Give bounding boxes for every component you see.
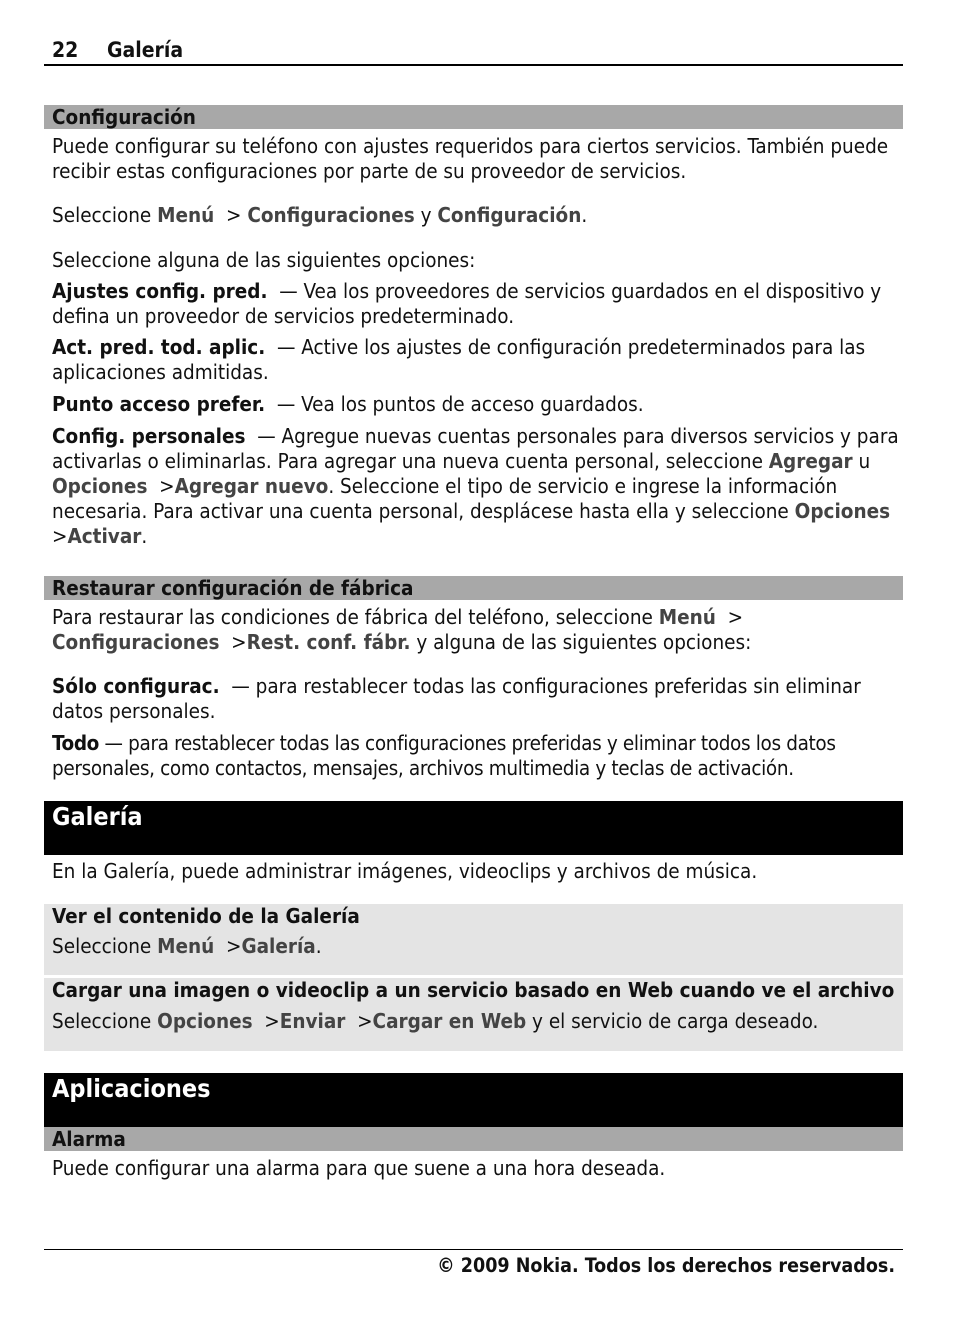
config-heading: Configuración: [44, 105, 903, 129]
menu-link: Menú: [157, 203, 215, 227]
option-term: Ajustes config. pred.: [52, 279, 268, 303]
running-section-title: Galería: [107, 38, 184, 62]
apps-heading: Aplicaciones: [44, 1073, 903, 1127]
configuraciones-link: Configuraciones: [247, 203, 415, 227]
copyright: © 2009 Nokia. Todos los derechos reservados.: [437, 1254, 895, 1277]
restore-intro: Para restaurar las condiciones de fábrica del teléfono, seleccione Menú > Configuraciones >Rest. conf. fábr. y alguna de las siguientes opciones:: [52, 605, 752, 654]
config-option-2: Act. pred. tod. aplic. — Active los ajustes de configuración predeterminados para las aplicaciones admitidas.: [52, 335, 866, 384]
running-header: [44, 36, 903, 66]
gallery-heading: Galería: [44, 801, 903, 855]
restore-option-1: Sólo configurac. — para restablecer todas las configuraciones preferidas sin eliminar datos personales.: [52, 674, 861, 723]
gallery-tip-title: Cargar una imagen o videoclip a un servicio basado en Web cuando ve el archivo: [52, 978, 895, 1002]
config-intro: Puede configurar su teléfono con ajustes requeridos para ciertos servicios. También puede recibir estas configuraciones por parte de su proveedor de servicios.: [52, 134, 889, 183]
option-term: Todo: [52, 731, 100, 755]
gallery-tip-path: Seleccione Menú >Galería.: [52, 934, 322, 958]
configuracion-link: Configuración: [437, 203, 582, 227]
option-term: Act. pred. tod. aplic.: [52, 335, 266, 359]
restore-heading: Restaurar configuración de fábrica: [44, 576, 903, 600]
option-term: Punto acceso prefer.: [52, 392, 266, 416]
page-number: 22: [52, 38, 79, 62]
gallery-tip-path: Seleccione Opciones >Enviar >Cargar en Web y el servicio de carga deseado.: [52, 1009, 819, 1033]
restore-option-2: Todo — para restablecer todas las configuraciones preferidas y eliminar todos los datos personales, como contactos, mensajes, archivos multimedia y teclas de activación.: [52, 731, 836, 780]
gallery-tip-box-1: [44, 904, 903, 975]
config-select-path: Seleccione Menú > Configuraciones y Configuración.: [52, 203, 588, 227]
config-options-lead: Seleccione alguna de las siguientes opciones:: [52, 248, 476, 272]
alarm-heading: Alarma: [44, 1127, 903, 1151]
config-option-3: Punto acceso prefer. — Vea los puntos de acceso guardados.: [52, 392, 644, 416]
gallery-tip-box-2: [44, 978, 903, 1051]
gallery-tip-title: Ver el contenido de la Galería: [52, 904, 360, 928]
gallery-intro: En la Galería, puede administrar imágenes, videoclips y archivos de música.: [52, 859, 758, 883]
option-term: Config. personales: [52, 424, 246, 448]
config-option-4: Config. personales — Agregue nuevas cuentas personales para diversos servicios y para activarlas o eliminarlas. Para agregar una nueva cuenta personal, seleccione Agregar u Opciones >Agregar nuevo. Seleccione el tipo de servicio e ingrese la información necesaria. Para activar una cuenta personal, desplácese hasta ella y seleccione Opciones >Activar.: [52, 424, 899, 548]
footer: [44, 1249, 903, 1277]
alarm-text: Puede configurar una alarma para que suene a una hora deseada.: [52, 1156, 666, 1180]
option-term: Sólo configurac.: [52, 674, 220, 698]
config-option-1: Ajustes config. pred. — Vea los proveedores de servicios guardados en el dispositivo y defina un proveedor de servicios predeterminado.: [52, 279, 882, 328]
